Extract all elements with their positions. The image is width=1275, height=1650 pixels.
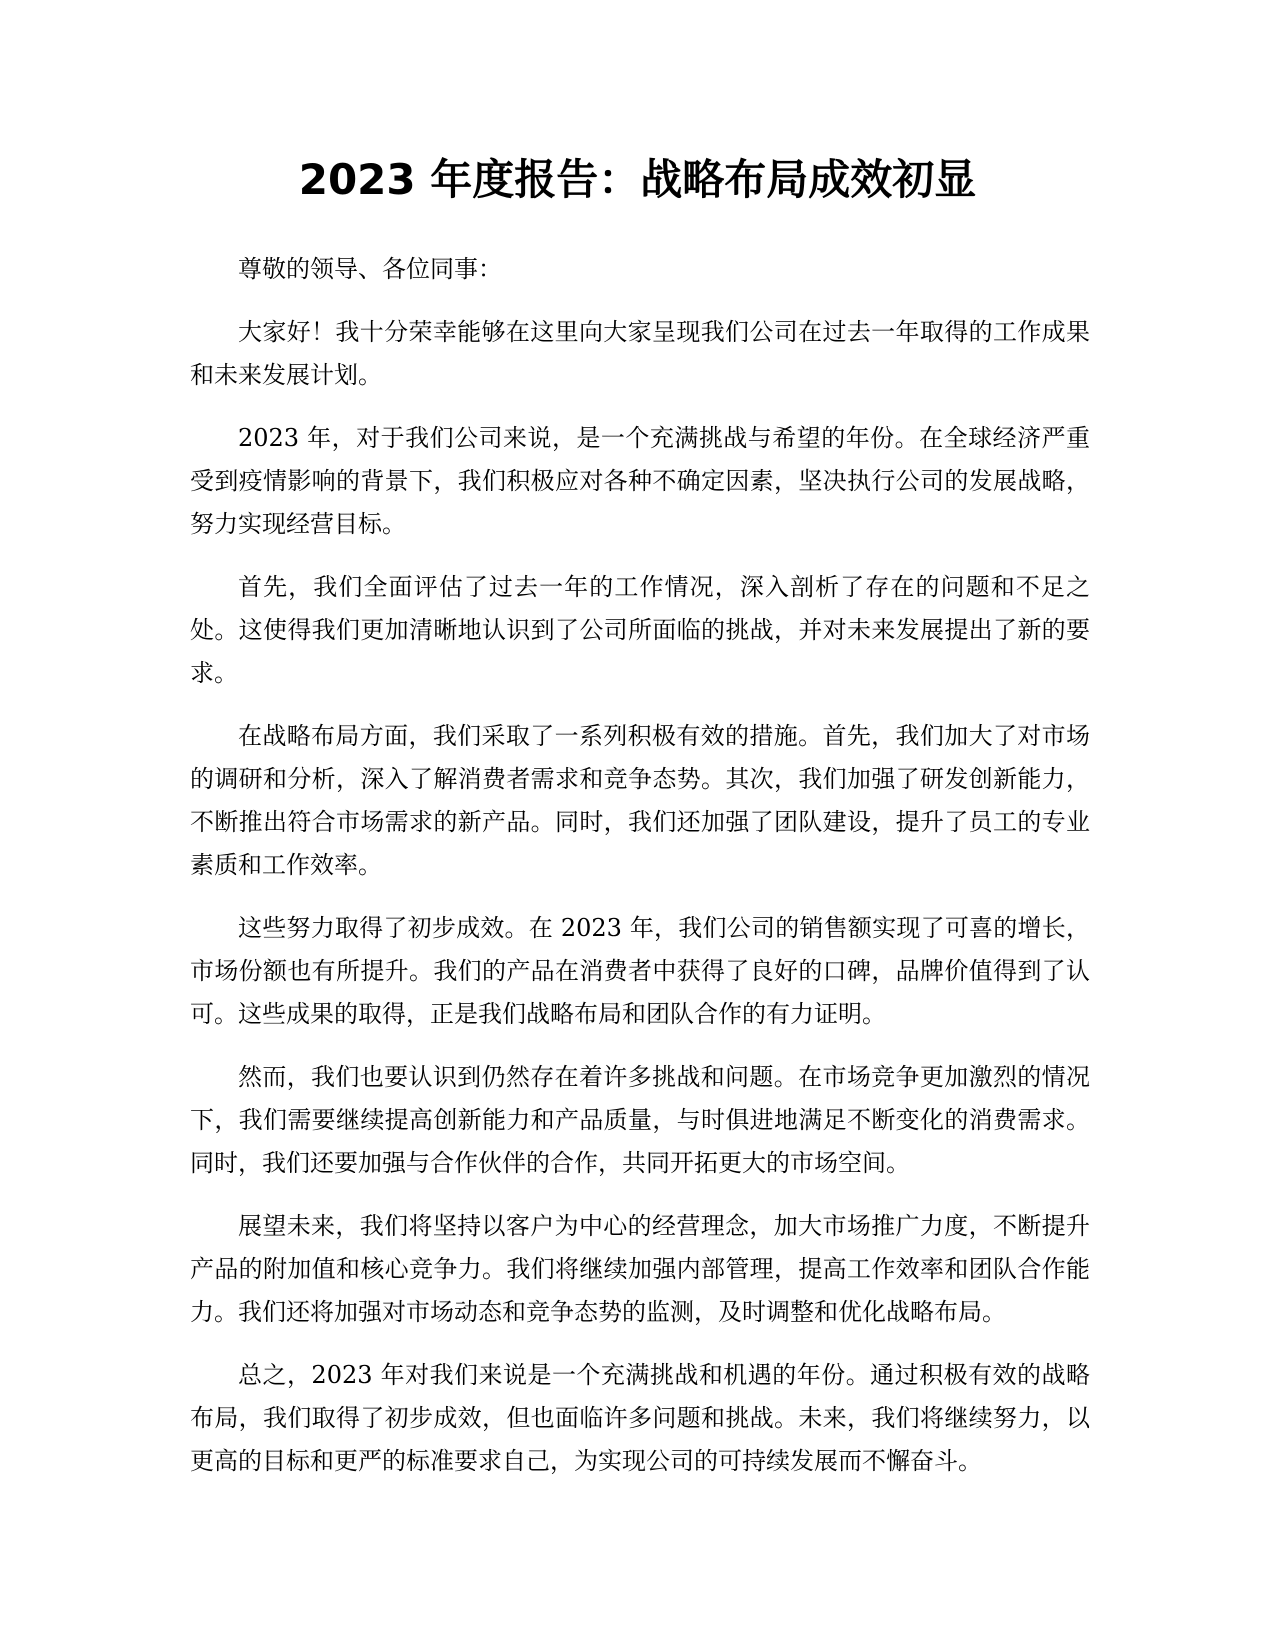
paragraph-review: 首先，我们全面评估了过去一年的工作情况，深入剖析了存在的问题和不足之处。这使得我们更加清晰地认识到了公司所面临的挑战，并对未来发展提出了新的要求。 xyxy=(190,573,1090,687)
paragraph-conclusion: 总之，2023 年对我们来说是一个充满挑战和机遇的年份。通过积极有效的战略布局，我们取得了初步成效，但也面临许多问题和挑战。未来，我们将继续努力，以更高的目标和更严的标准要求自己，为实现公司的可持续发展而不懈奋斗。 xyxy=(190,1361,1090,1475)
paragraph-year-overview: 2023 年，对于我们公司来说，是一个充满挑战与希望的年份。在全球经济严重受到疫情影响的背景下，我们积极应对各种不确定因素，坚决执行公司的发展战略，努力实现经营目标。 xyxy=(190,424,1090,538)
paragraph-salutation: 尊敬的领导、各位同事： xyxy=(238,255,502,283)
paragraph-greeting: 大家好！我十分荣幸能够在这里向大家呈现我们公司在过去一年取得的工作成果和未来发展计划。 xyxy=(190,318,1090,389)
paragraph-results: 这些努力取得了初步成效。在 2023 年，我们公司的销售额实现了可喜的增长，市场份额也有所提升。我们的产品在消费者中获得了良好的口碑，品牌价值得到了认可。这些成果的取得，正是我们战略布局和团队合作的有力证明。 xyxy=(190,914,1090,1028)
paragraph-outlook: 展望未来，我们将坚持以客户为中心的经营理念，加大市场推广力度，不断提升产品的附加值和核心竞争力。我们将继续加强内部管理，提高工作效率和团队合作能力。我们还将加强对市场动态和竞争态势的监测，及时调整和优化战略布局。 xyxy=(190,1212,1090,1326)
document-body xyxy=(190,248,1090,1503)
document-title: 2023 年度报告：战略布局成效初显 xyxy=(298,155,977,204)
paragraph-challenges: 然而，我们也要认识到仍然存在着许多挑战和问题。在市场竞争更加激烈的情况下，我们需要继续提高创新能力和产品质量，与时俱进地满足不断变化的消费需求。同时，我们还要加强与合作伙伴的合作，共同开拓更大的市场空间。 xyxy=(190,1063,1090,1177)
paragraph-strategy-measures: 在战略布局方面，我们采取了一系列积极有效的措施。首先，我们加大了对市场的调研和分析，深入了解消费者需求和竞争态势。其次，我们加强了研发创新能力，不断推出符合市场需求的新产品。同时，我们还加强了团队建设，提升了员工的专业素质和工作效率。 xyxy=(190,722,1090,879)
